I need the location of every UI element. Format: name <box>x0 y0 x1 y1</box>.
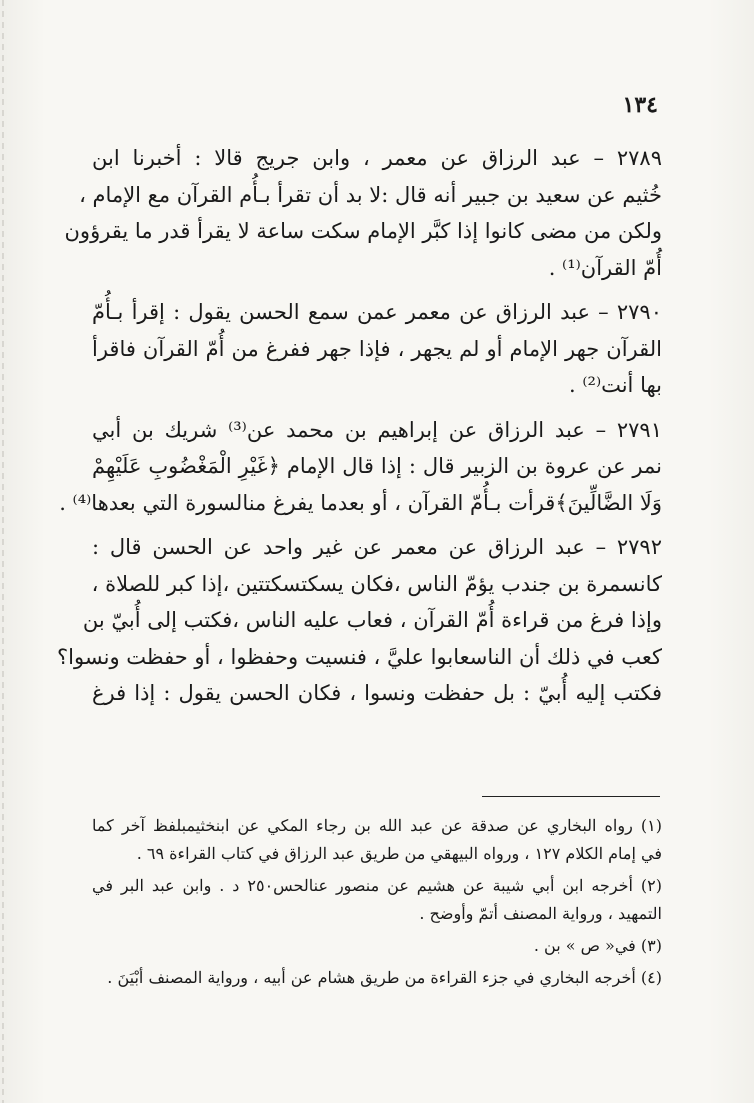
text-line: ولكن من مضى كانوا إذا كبَّر الإمام سكت ساعة لا يقرأ قدر ما يقرؤون <box>64 219 662 243</box>
footnotes <box>92 812 662 996</box>
footnote-line: (٤) أخرجه البخاري في جزء القراءة من طريق هشام عن أبيه ، ورواية المصنف أبْيَنَ . <box>107 968 662 987</box>
main-text <box>57 140 662 720</box>
text-line: خُثيم عن سعيد بن جبير أنه قال :لا بد أن تقرأ بـأُم القرآن مع الإمام ، <box>79 182 662 207</box>
footnote-divider <box>482 796 660 797</box>
page-number: ١٣٤ <box>622 92 658 118</box>
hadith-entry-2791 <box>59 412 662 522</box>
text-line: ٢٧٩٠ – عبد الرزاق عن معمر عمن سمع الحسن يقول : إقرأ بـأُمّ <box>92 300 662 324</box>
text-line: ٢٧٩٢ – عبد الرزاق عن معمر عن غير واحد عن الحسن قال : <box>92 535 662 559</box>
hadith-entry-2790 <box>92 294 662 404</box>
footnote-line: (١) رواه البخاري عن صدقة عن عبد الله بن رجاء المكي عن ابنخثيمبلفظ آخر كما <box>92 816 662 835</box>
footnote-1 <box>92 812 662 868</box>
footnote-line: (٣) في« ص » بن . <box>533 936 662 955</box>
footnote-line: في إمام الكلام ١٢٧ ، ورواه البيهقي من طريق عبد الرزاق في كتاب القراءة ٦٩ . <box>136 844 662 863</box>
text-line: ٢٧٨٩ – عبد الرزاق عن معمر ، وابن جريج قالا : أخبرنا ابن <box>92 146 662 170</box>
text-line: وَلَا الضَّالِّينَ﴾قرأت بـأُمّ القرآن ، أو بعدما يفرغ منالسورة التي بعدها⁽⁴⁾ . <box>59 490 662 515</box>
scan-edge-decoration <box>2 0 4 1103</box>
hadith-entry-2792 <box>57 529 662 712</box>
text-line: فكتب إليه أُبيّ : بل حفظت ونسوا ، فكان الحسن يقول : إذا فرغ <box>92 681 662 705</box>
footnote-line: التمهيد ، ورواية المصنف أتمّ وأوضح . <box>419 904 662 923</box>
text-line: أُمّ القرآن⁽¹⁾ . <box>548 255 662 280</box>
text-line: نمر عن عروة بن الزبير قال : إذا قال الإمام ﴿غَيْرِ الْمَغْضُوبِ عَلَيْهِمْ <box>92 454 662 478</box>
text-line: بها أنت⁽²⁾ . <box>569 373 662 397</box>
hadith-entry-2789 <box>64 140 662 286</box>
text-line: كعب في ذلك أن الناسعابوا عليَّ ، فنسيت وحفظوا ، أو حفظت ونسوا؟ <box>57 644 662 669</box>
footnote-4 <box>92 964 662 992</box>
text-line: وإذا فرغ من قراءة أُمّ القرآن ، فعاب عليه الناس ،فكتب إلى أُبيّ بن <box>82 608 662 632</box>
footnote-3 <box>92 932 662 960</box>
text-line: القرآن جهر الإمام أو لم يجهر ، فإذا جهر ففرغ من أُمّ القرآن فاقرأ <box>92 336 662 361</box>
text-line: ٢٧٩١ – عبد الرزاق عن إبراهيم بن محمد عن⁽³⁾ شريك بن أبي <box>92 417 662 442</box>
text-line: كانسمرة بن جندب يؤمّ الناس ،فكان يسكتسكتتين ،إذا كبر للصلاة ، <box>91 571 662 596</box>
footnote-line: (٢) أخرجه ابن أبي شيبة عن هشيم عن منصور عنالحس٢٥٠ د . وابن عبد البر في <box>92 876 663 895</box>
footnote-2 <box>92 872 662 928</box>
